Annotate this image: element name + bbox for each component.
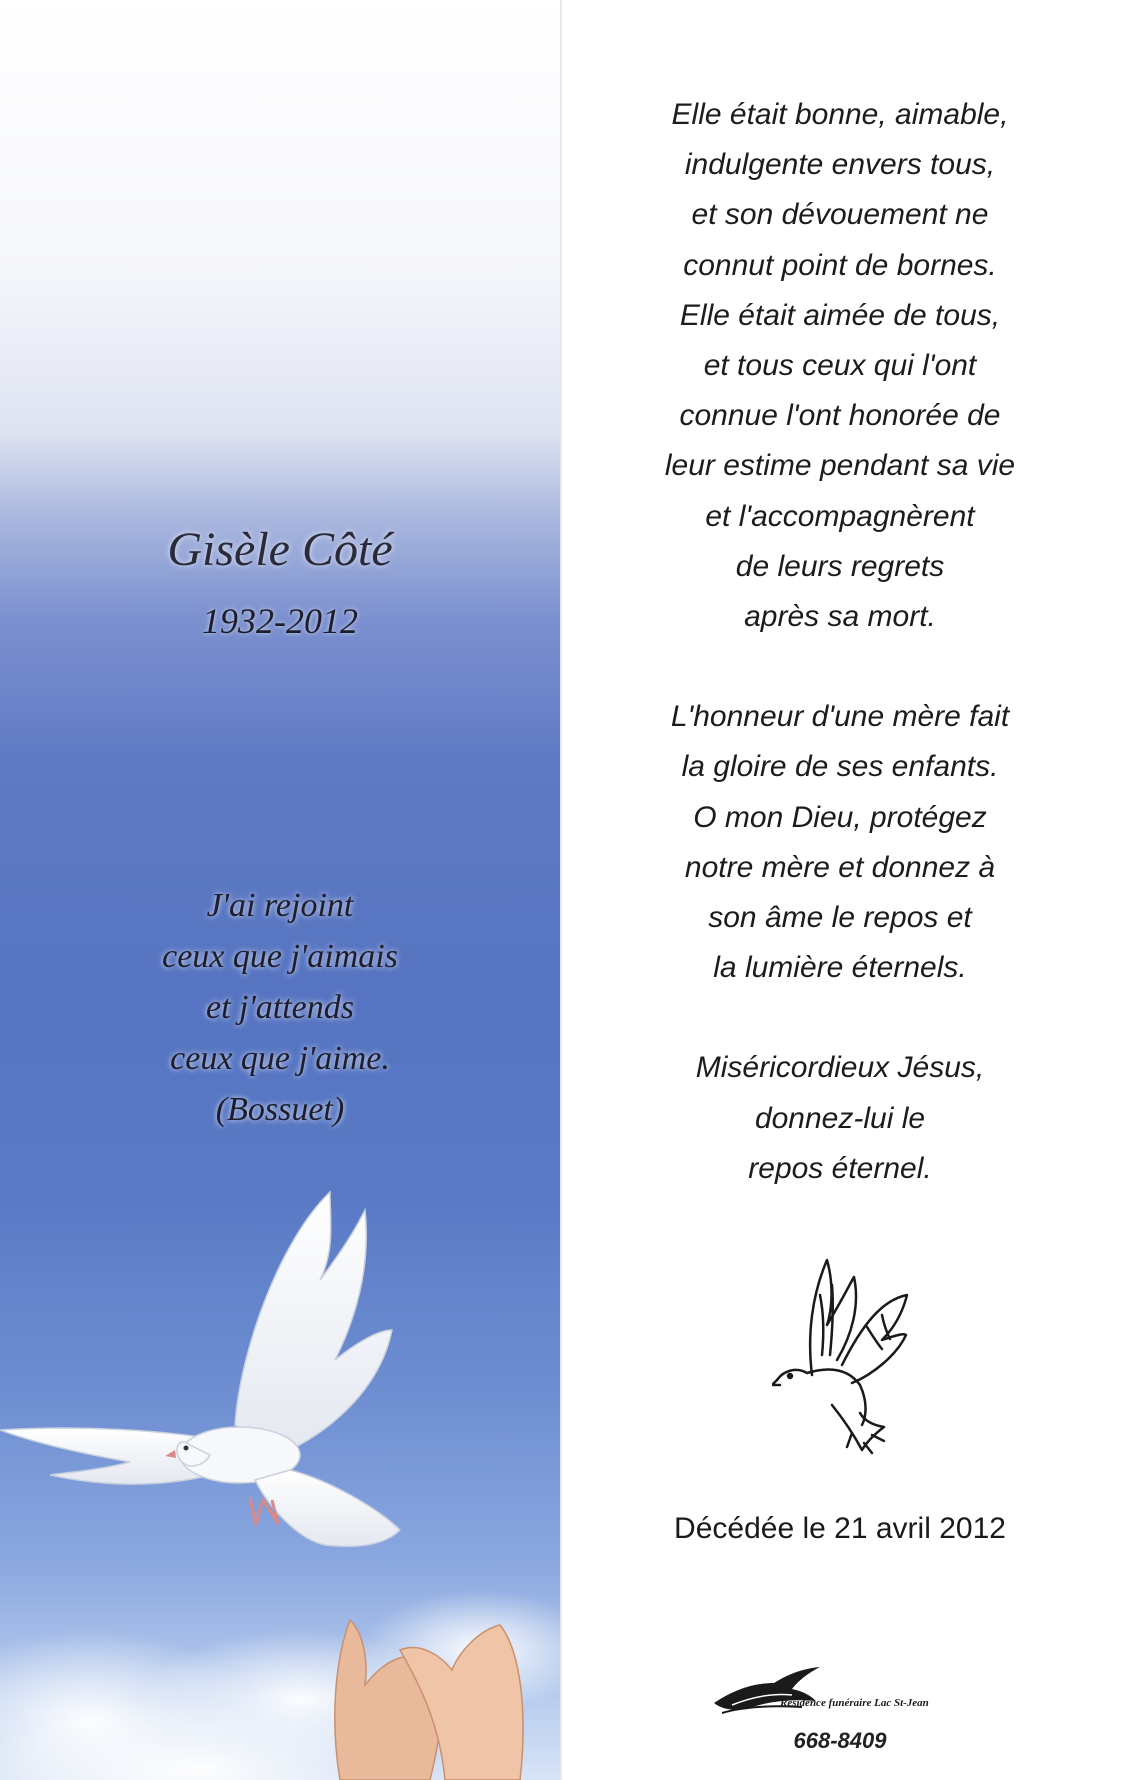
left-quote-line: et j'attends: [206, 989, 354, 1026]
poem-line: son âme le repos et: [708, 901, 972, 935]
left-quote-line: ceux que j'aime.: [170, 1040, 390, 1077]
poem-line: leur estime pendant sa vie: [664, 449, 1016, 483]
poem-line: et tous ceux qui l'ont: [703, 349, 977, 383]
left-quote: [0, 880, 560, 1135]
poem-line: et l'accompagnèrent: [705, 499, 975, 533]
poem-line: Elle était aimée de tous,: [679, 298, 1001, 332]
deceased-years: 1932-2012: [202, 601, 358, 641]
poem-line: connue l'ont honorée de: [679, 399, 1001, 433]
poem-line: Miséricordieux Jésus,: [695, 1051, 985, 1085]
memorial-poem: [600, 90, 1080, 1194]
left-quote-author: (Bossuet): [215, 1091, 345, 1128]
poem-line: après sa mort.: [744, 600, 936, 634]
portrait-photo: [120, 60, 490, 500]
poem-line: Elle était bonne, aimable,: [671, 98, 1009, 131]
stanza-gap: [600, 993, 1080, 1043]
poem-line: L'honneur d'une mère fait: [670, 700, 1010, 734]
left-quote-line: ceux que j'aimais: [162, 938, 398, 975]
panel-divider: [560, 0, 562, 1780]
poem-line: la lumière éternels.: [713, 951, 967, 985]
dove-icon: [772, 1255, 912, 1455]
death-date: Décédée le 21 avril 2012: [674, 1512, 1006, 1545]
white-dove-photo: [0, 1180, 560, 1780]
stanza-gap: [600, 642, 1080, 692]
poem-line: indulgente envers tous,: [684, 148, 996, 182]
poem-line: donnez-lui le: [754, 1101, 926, 1135]
left-panel: [0, 0, 560, 1780]
deceased-name: Gisèle Côté: [167, 523, 393, 576]
poem-line: et son dévouement ne: [691, 198, 989, 232]
funeral-phone: 668-8409: [793, 1728, 887, 1753]
poem-line: O mon Dieu, protégez: [693, 800, 987, 834]
funeral-home-name: Résidence funéraire Lac St-Jean: [780, 1697, 929, 1709]
poem-line: notre mère et donnez à: [684, 850, 996, 884]
poem-line: la gloire de ses enfants.: [681, 750, 999, 784]
poem-line: repos éternel.: [748, 1151, 932, 1185]
poem-line: connut point de bornes.: [683, 248, 997, 282]
left-quote-line: J'ai rejoint: [206, 887, 354, 924]
poem-line: de leurs regrets: [735, 549, 945, 583]
